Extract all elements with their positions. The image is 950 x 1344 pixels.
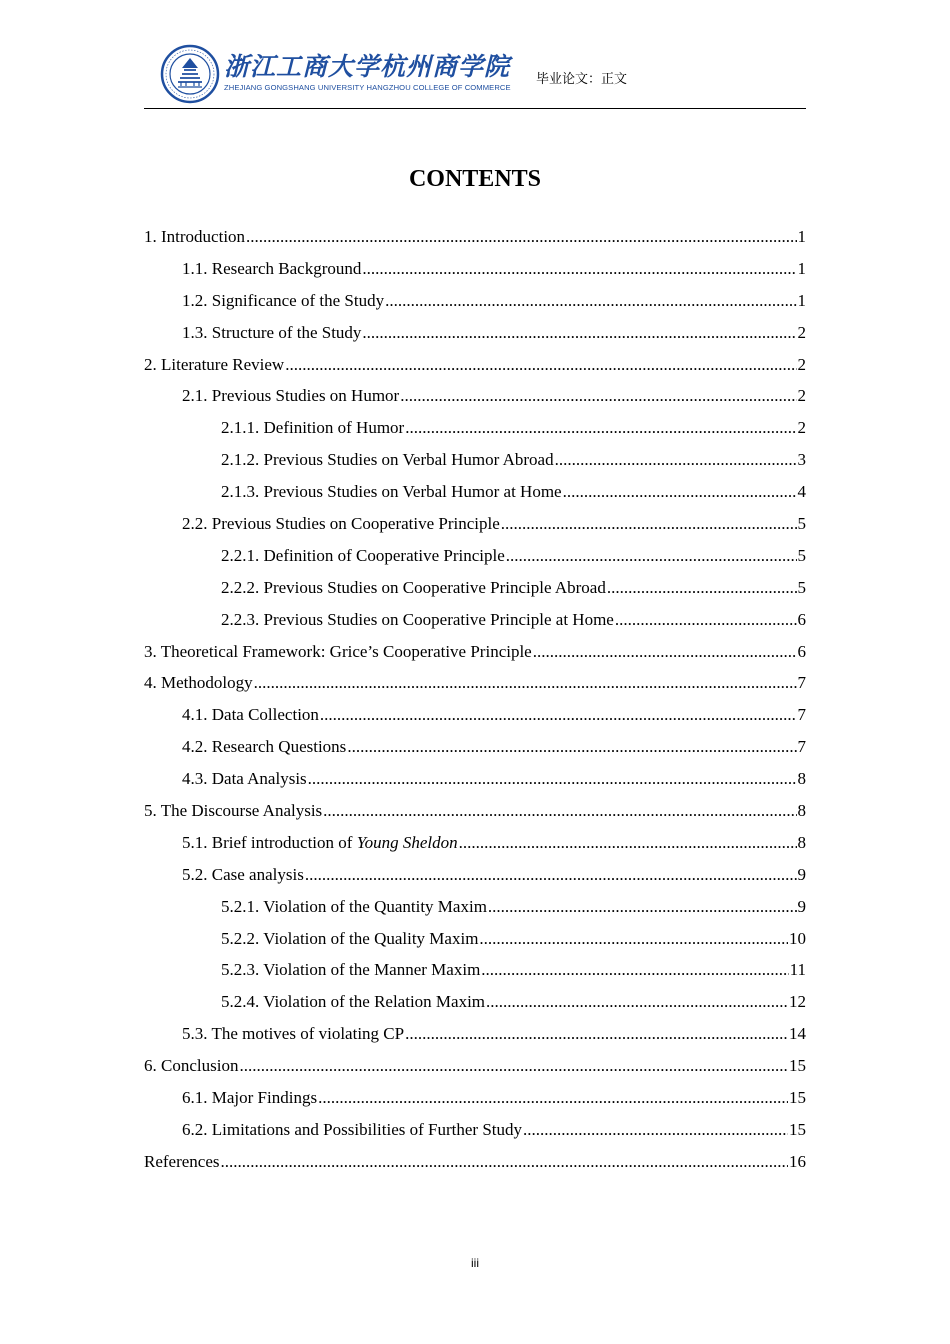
toc-entry-text: 6.2. Limitations and Possibilities of Further Study bbox=[182, 1119, 522, 1139]
toc-page-number: 5 bbox=[797, 514, 806, 534]
toc-entry[interactable] bbox=[144, 1024, 806, 1056]
toc-entry-label bbox=[144, 355, 284, 375]
toc-entry[interactable] bbox=[144, 1088, 806, 1120]
toc-entry-text: 6. Conclusion bbox=[144, 1056, 239, 1076]
toc-entry-title-italic: Young Sheldon bbox=[356, 832, 458, 852]
toc-leader-dots bbox=[486, 992, 788, 1012]
toc-page-number: 9 bbox=[797, 864, 806, 884]
toc-entry-text: 5. The Discourse Analysis bbox=[144, 801, 323, 821]
toc-entry-label bbox=[182, 1088, 317, 1108]
toc-entry-label bbox=[221, 992, 485, 1012]
toc-entry[interactable] bbox=[144, 865, 806, 897]
toc-entry-label bbox=[221, 897, 487, 917]
toc-entry[interactable] bbox=[144, 227, 806, 259]
university-seal-logo bbox=[160, 44, 220, 104]
toc-entry[interactable] bbox=[144, 1120, 806, 1152]
toc-leader-dots bbox=[555, 450, 797, 470]
toc-entry-label bbox=[182, 833, 458, 853]
toc-entry-label bbox=[182, 769, 307, 789]
toc-leader-dots bbox=[459, 833, 797, 853]
logo-chinese-name: 浙江工商大学杭州商学院 bbox=[224, 52, 511, 81]
toc-entry-label bbox=[221, 929, 478, 949]
toc-entry-text: 5.2.4. Violation of the Relation Maxim bbox=[221, 992, 486, 1012]
toc-entry-label bbox=[182, 705, 319, 725]
toc-leader-dots bbox=[385, 291, 796, 311]
toc-leader-dots bbox=[239, 1056, 788, 1076]
toc-entry[interactable] bbox=[144, 673, 806, 705]
toc-entry-label bbox=[221, 578, 606, 598]
toc-entry[interactable] bbox=[144, 259, 806, 291]
toc-leader-dots bbox=[362, 323, 796, 343]
toc-entry-text: 2.1.2. Previous Studies on Verbal Humor Abroad bbox=[221, 450, 554, 470]
toc-leader-dots bbox=[308, 769, 797, 789]
toc-page-number: 1 bbox=[797, 227, 806, 246]
toc-entry[interactable] bbox=[144, 418, 806, 450]
toc-page-number: 15 bbox=[789, 1056, 806, 1076]
toc-page-number: 5 bbox=[797, 545, 806, 565]
page-title: CONTENTS bbox=[408, 166, 542, 192]
toc-entry-label bbox=[182, 514, 500, 534]
toc-entry-label bbox=[144, 227, 245, 247]
toc-page-number: 6 bbox=[797, 609, 806, 629]
toc-entry-text: 4. Methodology bbox=[144, 673, 253, 693]
toc-entry-text: 5.2.3. Violation of the Manner Maxim bbox=[221, 960, 481, 980]
toc-leader-dots bbox=[501, 514, 797, 534]
toc-entry[interactable] bbox=[144, 578, 806, 610]
toc-entry-text: 4.2. Research Questions bbox=[182, 737, 347, 757]
toc-leader-dots bbox=[506, 546, 797, 566]
toc-entry[interactable] bbox=[144, 546, 806, 578]
toc-entry-text: 5.2.2. Violation of the Quality Maxim bbox=[221, 928, 479, 948]
toc-entry-label bbox=[182, 259, 361, 279]
toc-page-number: 15 bbox=[789, 1119, 806, 1139]
toc-entry[interactable] bbox=[144, 291, 806, 323]
toc-leader-dots bbox=[533, 642, 797, 662]
toc-page-number: 10 bbox=[789, 928, 806, 948]
toc-leader-dots bbox=[221, 1152, 788, 1172]
toc-entry[interactable] bbox=[144, 705, 806, 737]
toc-entry[interactable] bbox=[144, 610, 806, 642]
toc-leader-dots bbox=[615, 610, 797, 630]
toc-leader-dots bbox=[323, 801, 796, 821]
toc-page-number: 16 bbox=[789, 1151, 806, 1171]
toc-entry-text: 4.1. Data Collection bbox=[182, 705, 319, 725]
toc-leader-dots bbox=[607, 578, 797, 598]
toc-entry-label bbox=[221, 418, 404, 438]
toc-leader-dots bbox=[405, 418, 796, 438]
toc-page-number: 2 bbox=[797, 322, 806, 342]
toc-entry-text: 1.2. Significance of the Study bbox=[182, 290, 385, 310]
toc-entry[interactable] bbox=[144, 769, 806, 801]
toc-leader-dots bbox=[563, 482, 797, 502]
toc-entry-label bbox=[221, 960, 480, 980]
toc-leader-dots bbox=[285, 355, 796, 375]
toc-entry-text: 5.2. Case analysis bbox=[182, 864, 304, 884]
toc-leader-dots bbox=[488, 897, 797, 917]
toc-page-number: 4 bbox=[797, 482, 806, 502]
table-of-contents bbox=[144, 227, 806, 1184]
toc-entry-text: 1. Introduction bbox=[144, 227, 246, 246]
toc-page-number: 5 bbox=[797, 577, 806, 597]
toc-leader-dots bbox=[246, 227, 796, 247]
toc-page-number: 7 bbox=[797, 737, 806, 757]
toc-entry[interactable] bbox=[144, 642, 806, 674]
toc-page-number: 1 bbox=[797, 290, 806, 310]
toc-entry-label bbox=[221, 546, 505, 566]
toc-entry-text: 5.2.1. Violation of the Quantity Maxim bbox=[221, 896, 487, 916]
toc-leader-dots bbox=[523, 1120, 788, 1140]
toc-page-number: 6 bbox=[797, 641, 806, 661]
toc-page-number: 7 bbox=[797, 673, 806, 693]
toc-page-number: 7 bbox=[797, 705, 806, 725]
toc-entry-label bbox=[182, 865, 304, 885]
toc-entry-text: 4.3. Data Analysis bbox=[182, 769, 307, 789]
toc-entry-label bbox=[144, 673, 253, 693]
toc-leader-dots bbox=[347, 737, 796, 757]
toc-entry-label bbox=[182, 323, 361, 343]
toc-entry-text: 6.1. Major Findings bbox=[182, 1088, 318, 1108]
toc-entry-label bbox=[144, 801, 322, 821]
toc-entry-text: 5.1. Brief introduction of bbox=[182, 832, 357, 852]
toc-entry[interactable] bbox=[144, 514, 806, 546]
toc-page-number: 14 bbox=[789, 1024, 806, 1044]
toc-entry-text: 1.1. Research Background bbox=[182, 258, 362, 278]
toc-entry-text: 2.2. Previous Studies on Cooperative Principle bbox=[182, 514, 500, 534]
toc-entry[interactable] bbox=[144, 355, 806, 387]
toc-entry[interactable] bbox=[144, 386, 806, 418]
toc-entry[interactable] bbox=[144, 801, 806, 833]
toc-page-number: 1 bbox=[797, 258, 806, 278]
toc-entry-text: 2.2.1. Definition of Cooperative Principle bbox=[221, 545, 505, 565]
toc-entry-label bbox=[182, 386, 399, 406]
toc-leader-dots bbox=[254, 673, 797, 693]
toc-entry-label bbox=[144, 642, 532, 662]
header-section-label: 毕业论文：正文 bbox=[536, 72, 628, 87]
toc-leader-dots bbox=[362, 259, 796, 279]
toc-leader-dots bbox=[405, 1024, 788, 1044]
toc-entry-text: 2.1.3. Previous Studies on Verbal Humor at Home bbox=[221, 482, 562, 502]
toc-entry[interactable] bbox=[144, 323, 806, 355]
toc-entry-text: 2.2.3. Previous Studies on Cooperative Principle at Home bbox=[221, 609, 614, 629]
toc-page-number: 8 bbox=[797, 801, 806, 821]
toc-page-number: 9 bbox=[797, 896, 806, 916]
logo-wordmark bbox=[224, 52, 511, 92]
toc-entry[interactable] bbox=[144, 929, 806, 961]
toc-page-number: 2 bbox=[797, 386, 806, 406]
toc-entry-text: 2. Literature Review bbox=[144, 354, 285, 374]
toc-leader-dots bbox=[400, 386, 796, 406]
toc-entry-label bbox=[221, 450, 554, 470]
toc-entry-label bbox=[182, 291, 384, 311]
toc-leader-dots bbox=[320, 705, 797, 725]
page-number: iii bbox=[471, 1256, 479, 1270]
toc-entry[interactable] bbox=[144, 482, 806, 514]
toc-entry-label bbox=[221, 610, 614, 630]
toc-entry-label bbox=[144, 1152, 220, 1172]
toc-entry-text: 2.2.2. Previous Studies on Cooperative Principle Abroad bbox=[221, 577, 606, 597]
logo-english-name: ZHEJIANG GONGSHANG UNIVERSITY HANGZHOU COLLEGE OF COMMERCE bbox=[224, 83, 511, 92]
toc-page-number: 8 bbox=[797, 769, 806, 789]
page-header bbox=[144, 40, 806, 108]
toc-entry-text: 2.1.1. Definition of Humor bbox=[221, 418, 405, 438]
toc-leader-dots bbox=[305, 865, 797, 885]
toc-page-number: 2 bbox=[797, 418, 806, 438]
toc-leader-dots bbox=[479, 929, 788, 949]
toc-entry-text: 1.3. Structure of the Study bbox=[182, 322, 362, 342]
toc-entry[interactable] bbox=[144, 960, 806, 992]
toc-entry-label bbox=[182, 737, 346, 757]
toc-entry[interactable] bbox=[144, 1056, 806, 1088]
toc-entry-text: 5.3. The motives of violating CP bbox=[182, 1024, 405, 1044]
toc-entry-text: 3. Theoretical Framework: Grice’s Cooperative Principle bbox=[144, 641, 532, 661]
toc-entry[interactable] bbox=[144, 833, 806, 865]
toc-entry-text: 2.1. Previous Studies on Humor bbox=[182, 386, 400, 406]
toc-page-number: 8 bbox=[797, 832, 806, 852]
header-divider bbox=[144, 108, 806, 109]
toc-entry[interactable] bbox=[144, 737, 806, 769]
toc-entry-label bbox=[144, 1056, 238, 1076]
toc-entry-label bbox=[182, 1024, 404, 1044]
toc-page-number: 12 bbox=[789, 992, 806, 1012]
toc-entry-label bbox=[221, 482, 562, 502]
toc-page-number: 15 bbox=[789, 1088, 806, 1108]
toc-entry[interactable] bbox=[144, 450, 806, 482]
toc-leader-dots bbox=[481, 960, 788, 980]
toc-entry-label bbox=[182, 1120, 522, 1140]
toc-page-number: 2 bbox=[797, 354, 806, 374]
toc-entry[interactable] bbox=[144, 897, 806, 929]
toc-page-number: 11 bbox=[789, 960, 806, 980]
toc-entry-text: References bbox=[144, 1151, 220, 1171]
toc-page-number: 3 bbox=[797, 450, 806, 470]
toc-entry[interactable] bbox=[144, 992, 806, 1024]
toc-entry[interactable] bbox=[144, 1152, 806, 1184]
toc-leader-dots bbox=[318, 1088, 788, 1108]
